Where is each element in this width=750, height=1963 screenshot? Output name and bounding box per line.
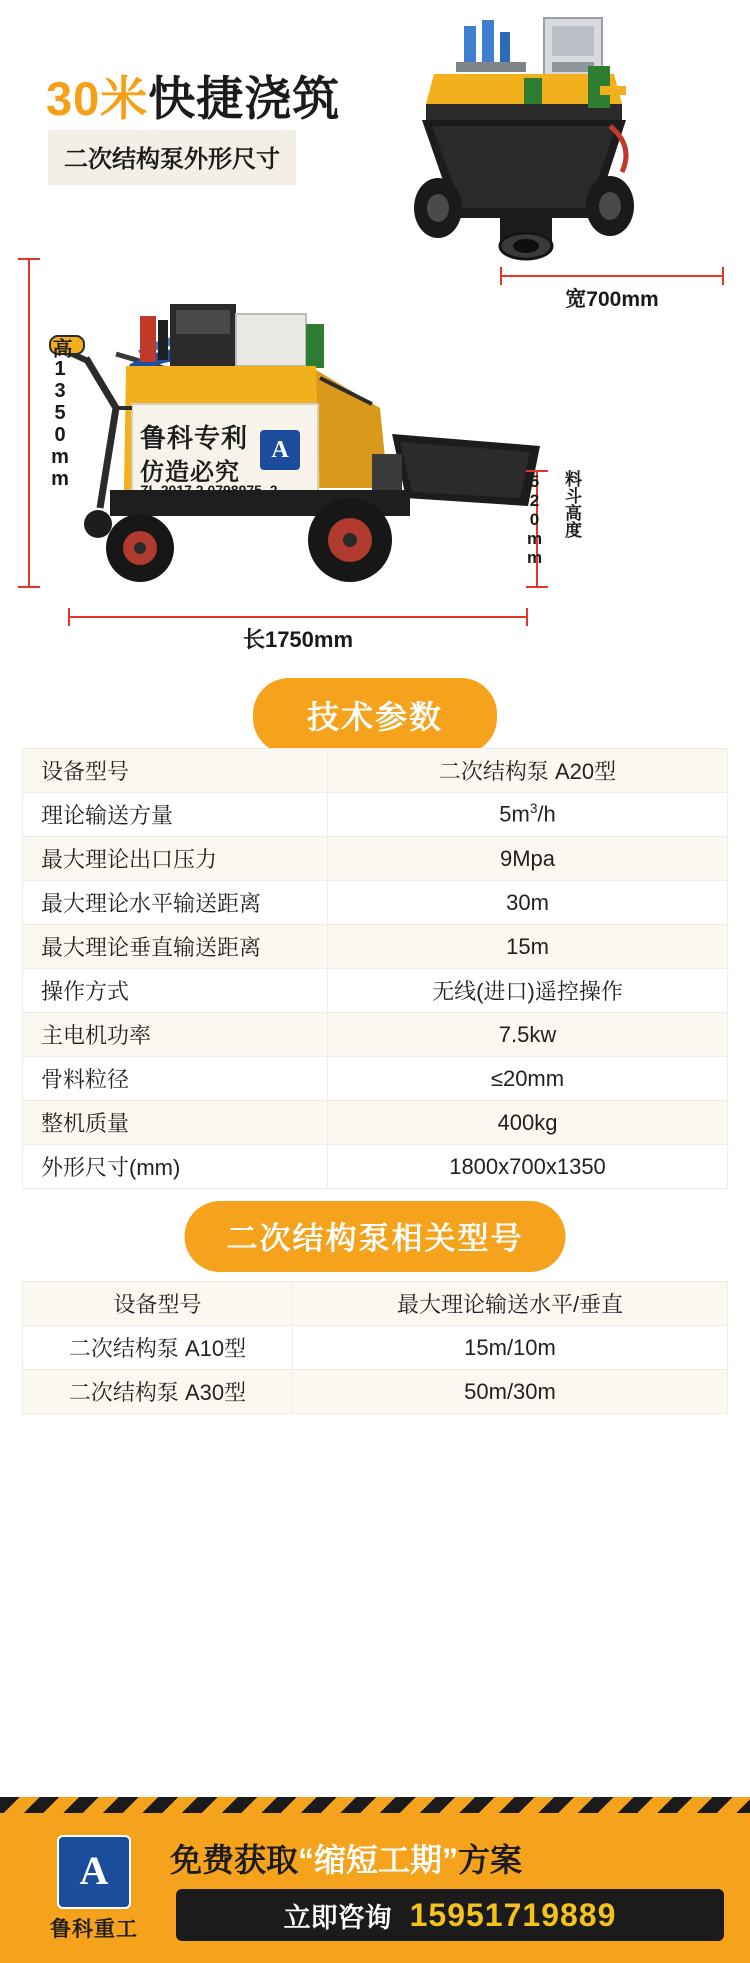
page-subtitle: 二次结构泵外形尺寸	[48, 130, 296, 185]
table-row	[23, 1370, 728, 1414]
spec-key: 最大理论垂直输送距离	[23, 925, 328, 969]
table-row	[23, 1145, 728, 1189]
dimension-cap-bottom	[18, 586, 40, 588]
table-header-row	[23, 1282, 728, 1326]
models-section-title: 二次结构泵相关型号	[185, 1201, 566, 1272]
length-dimension	[68, 608, 528, 650]
model-value: 50m/30m	[293, 1370, 728, 1414]
table-row	[23, 749, 728, 793]
spec-value: 无线(进口)遥控操作	[328, 969, 728, 1013]
spec-value: $5m^3/h$	[328, 793, 728, 837]
spec-key: 主电机功率	[23, 1013, 328, 1057]
table-row	[23, 1101, 728, 1145]
table-row	[23, 969, 728, 1013]
models-header-value: 最大理论输送水平/垂直	[293, 1282, 728, 1326]
length-dimension-label: 长1750mm	[242, 627, 354, 652]
machine-decal	[132, 406, 318, 504]
spec-value: 7.5kw	[328, 1013, 728, 1057]
height-dimension	[14, 258, 71, 588]
brand-name: 鲁科重工	[50, 1918, 138, 1941]
spec-key: 理论输送方量	[23, 793, 328, 837]
headline-number: 30米	[46, 72, 149, 125]
spec-value: 400kg	[328, 1101, 728, 1145]
promo-suffix: 方案	[458, 1842, 523, 1878]
table-row	[23, 881, 728, 925]
dimension-cap-top	[18, 258, 40, 260]
model-key: 二次结构泵 A10型	[23, 1326, 293, 1370]
promo-prefix: 免费获取	[170, 1842, 299, 1878]
spec-value: 30m	[328, 881, 728, 925]
headline-rest: 快捷浇筑	[148, 72, 341, 125]
spec-value: 9Mpa	[328, 837, 728, 881]
page-title	[46, 62, 340, 129]
spec-key: 外形尺寸(mm)	[23, 1145, 328, 1189]
table-row	[23, 837, 728, 881]
spec-key: 最大理论出口压力	[23, 837, 328, 881]
dimension-line	[68, 616, 528, 618]
hopper-height-value: 520mm	[525, 472, 544, 567]
promo-quote: “缩短工期”	[298, 1842, 459, 1878]
decal-line-2: 仿造必究	[140, 459, 240, 486]
model-value: 15m/10m	[293, 1326, 728, 1370]
table-row	[23, 1326, 728, 1370]
height-dimension-label: 高1350mm	[49, 338, 71, 490]
spec-key: 整机质量	[23, 1101, 328, 1145]
machine-front-view-illustration	[404, 8, 722, 280]
brand-logo	[24, 1835, 164, 1943]
machine-side-view-illustration	[20, 258, 600, 608]
hopper-height-label: 料斗高度	[562, 470, 581, 538]
table-row	[23, 1057, 728, 1101]
spec-key: 最大理论水平输送距离	[23, 881, 328, 925]
dimension-cap-bottom	[526, 586, 548, 588]
hopper-height-dimension	[524, 470, 584, 588]
decal-line-1: 鲁科专利	[140, 423, 249, 453]
spec-value: 15m	[328, 925, 728, 969]
spec-value: ≤20mm	[328, 1057, 728, 1101]
front-view-svg	[404, 8, 722, 280]
models-table	[22, 1281, 728, 1414]
table-row	[23, 1013, 728, 1057]
models-header-key: 设备型号	[23, 1282, 293, 1326]
spec-value: 二次结构泵 A20型	[328, 749, 728, 793]
footer-banner	[0, 1797, 750, 1963]
cta-label: 立即咨询	[283, 1902, 392, 1933]
decal-line-3: ZL 2017 2 0798975. 2	[140, 482, 278, 498]
spec-section-title: 技术参数	[253, 678, 497, 754]
table-row	[23, 925, 728, 969]
cta-phone-number[interactable]: 15951719889	[409, 1896, 617, 1933]
spec-key: 操作方式	[23, 969, 328, 1013]
decal-brand-mark: A	[260, 430, 300, 470]
table-row	[23, 793, 728, 837]
spec-key: 骨料粒径	[23, 1057, 328, 1101]
hazard-stripe	[0, 1797, 750, 1813]
width-dimension-label: 宽700mm	[565, 288, 659, 311]
spec-value: 1800x700x1350	[328, 1145, 728, 1189]
spec-key: 设备型号	[23, 749, 328, 793]
model-key: 二次结构泵 A30型	[23, 1370, 293, 1414]
promo-text	[170, 1835, 730, 1881]
consult-cta-button[interactable]	[176, 1889, 724, 1941]
brand-badge-letter: A	[79, 1848, 109, 1893]
brand-badge-icon	[57, 1835, 131, 1909]
spec-table	[22, 748, 728, 1189]
